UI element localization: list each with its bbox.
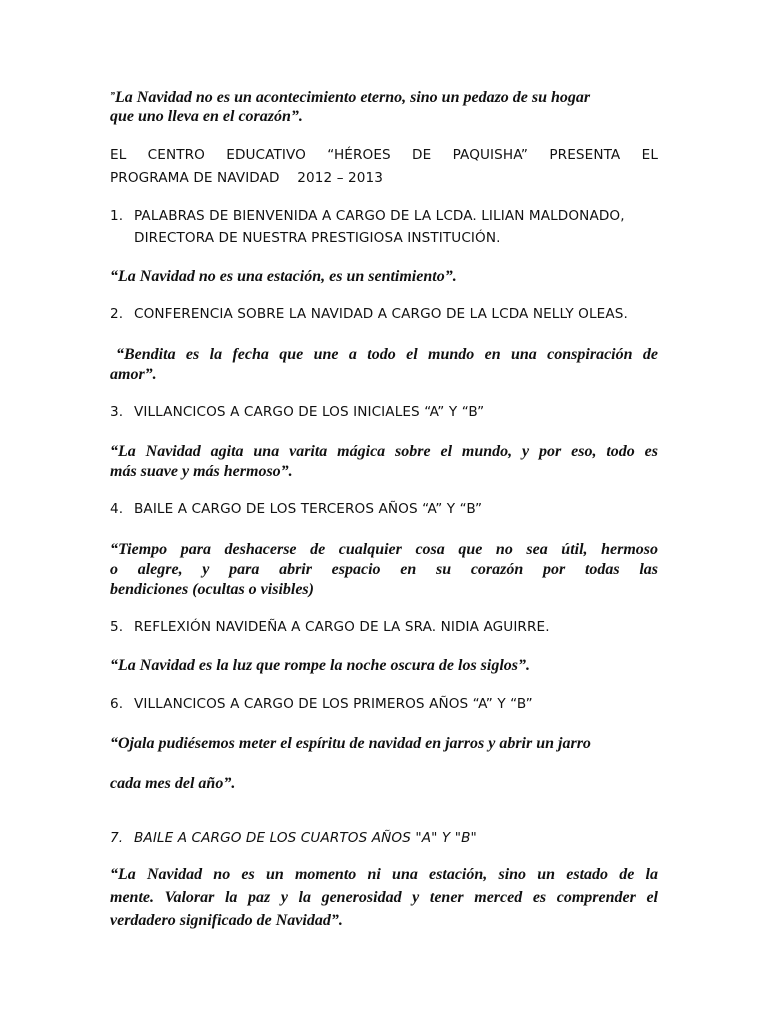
quote-3-line-2: más suave y más hermoso”.: [110, 463, 293, 480]
item-text: BAILE A CARGO DE LOS CUARTOS AÑOS "A" Y "B": [134, 830, 477, 846]
quote-2-line-2: amor”.: [110, 366, 157, 383]
intro-line-2: PROGRAMA DE NAVIDAD 2012 – 2013: [110, 170, 384, 186]
item-number: 1.: [110, 208, 124, 224]
item-number: 5.: [110, 619, 124, 635]
quote-7-line-1: “La Navidad no es un momento ni una estación, sino un estado de la: [110, 866, 658, 883]
quote-6-line-2: cada mes del año”.: [110, 775, 236, 792]
intro-line-1: EL CENTRO EDUCATIVO “HÉROES DE PAQUISHA” PRESENTA EL: [110, 147, 658, 163]
program-item-1-line-2: DIRECTORA DE NUESTRA PRESTIGIOSA INSTITUCIÓN.: [134, 230, 501, 246]
quote-4-line-3: bendiciones (ocultas o visibles): [110, 581, 314, 598]
program-item-1: [110, 206, 658, 226]
program-item-6: [110, 694, 658, 714]
quote-4-line-2: o alegre, y para abrir espacio en su corazón por todas las: [110, 561, 658, 578]
item-text: VILLANCICOS A CARGO DE LOS INICIALES “A” Y “B”: [134, 404, 485, 420]
quote-1: “La Navidad no es una estación, es un sentimiento”.: [110, 268, 457, 285]
quote-7-line-3: verdadero significado de Navidad”.: [110, 912, 343, 929]
item-text: BAILE A CARGO DE LOS TERCEROS AÑOS “A” Y “B”: [134, 501, 483, 517]
item-text: CONFERENCIA SOBRE LA NAVIDAD A CARGO DE LA LCDA NELLY OLEAS.: [134, 306, 628, 322]
item-text: REFLEXIÓN NAVIDEÑA A CARGO DE LA SRA. NIDIA AGUIRRE.: [134, 619, 550, 635]
item-text: VILLANCICOS A CARGO DE LOS PRIMEROS AÑOS “A” Y “B”: [134, 696, 533, 712]
program-item-3: [110, 402, 658, 422]
program-item-2: [110, 304, 658, 324]
quote-2-line-1: “Bendita es la fecha que une a todo el mundo en una conspiración de: [116, 346, 658, 363]
opening-quote-text: La Navidad no es un acontecimiento eterno, sino un pedazo de su hogar: [115, 89, 591, 106]
opening-quote-line: [110, 87, 658, 108]
opening-quote-mark: ”: [110, 91, 115, 102]
quote-4-line-1: “Tiempo para deshacerse de cualquier cosa que no sea útil, hermoso: [110, 541, 658, 558]
quote-5: “La Navidad es la luz que rompe la noche oscura de los siglos”.: [110, 657, 531, 674]
opening-quote-line-2: que uno lleva en el corazón”.: [110, 108, 303, 125]
item-number: 6.: [110, 696, 124, 712]
quote-6-line-1: “Ojala pudiésemos meter el espíritu de navidad en jarros y abrir un jarro: [110, 735, 591, 752]
quote-7-line-2: mente. Valorar la paz y la generosidad y tener merced es comprender el: [110, 889, 658, 906]
program-item-5: [110, 617, 658, 637]
item-number: 2.: [110, 306, 124, 322]
item-text: PALABRAS DE BIENVENIDA A CARGO DE LA LCDA. LILIAN MALDONADO,: [134, 208, 625, 224]
quote-3-line-1: “La Navidad agita una varita mágica sobre el mundo, y por eso, todo es: [110, 443, 658, 460]
item-number: 7.: [110, 830, 124, 846]
item-number: 3.: [110, 404, 124, 420]
program-item-7: [110, 828, 658, 848]
item-number: 4.: [110, 501, 124, 517]
program-item-4: [110, 499, 658, 519]
